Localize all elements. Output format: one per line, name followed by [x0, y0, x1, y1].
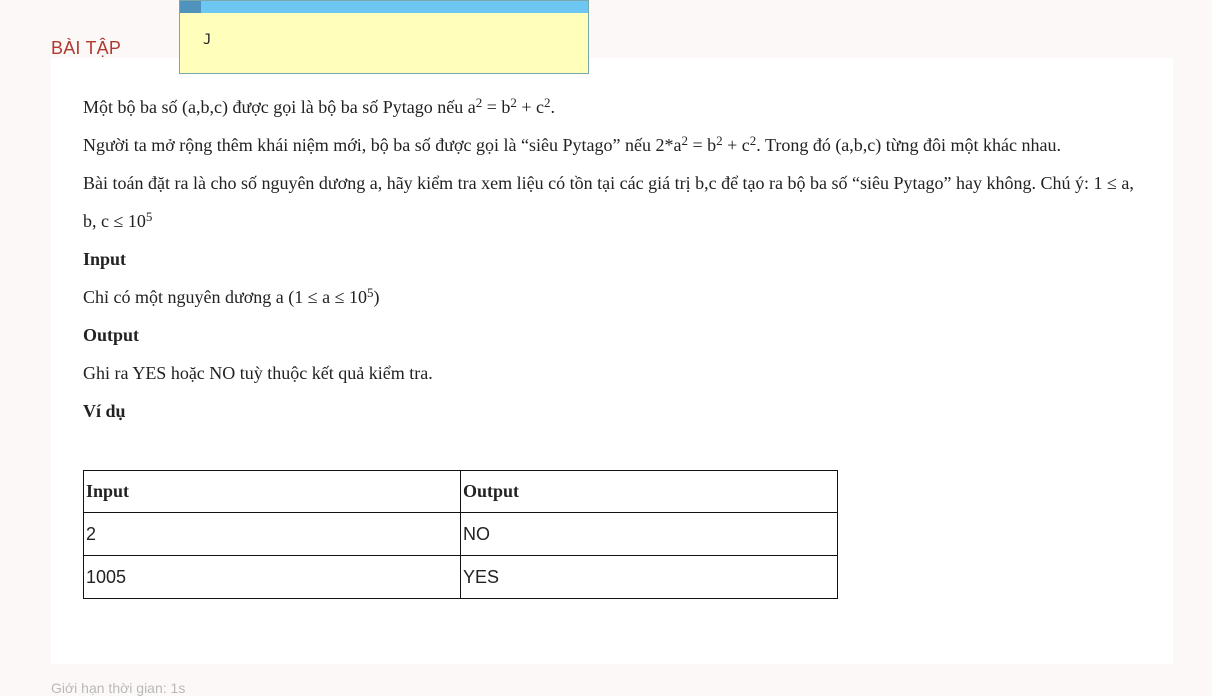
popup-header[interactable]	[180, 1, 588, 13]
table-header-row	[84, 471, 838, 513]
table-row	[84, 513, 838, 556]
table-cell-input: 1005	[84, 556, 461, 599]
output-description: Ghi ra YES hoặc NO tuỳ thuộc kết quả kiểm tra.	[83, 363, 433, 383]
example-table	[83, 470, 838, 599]
table-header-input: Input	[84, 471, 461, 513]
statement-line-2: Người ta mở rộng thêm khái niệm mới, bộ ba số được gọi là “siêu Pytago” nếu $2*a^2 = b^2 + c^2$. Trong đó (a,b,c) từng đôi một khác nhau.	[83, 133, 1062, 155]
output-heading: Output	[83, 325, 140, 345]
table-cell-input: 2	[84, 513, 461, 556]
popup-drag-handle[interactable]	[180, 1, 201, 13]
table-header-output: Output	[461, 471, 838, 513]
tooltip-popup[interactable]	[179, 0, 589, 74]
table-cell-output: YES	[461, 556, 838, 599]
time-limit-hint: Giới hạn thời gian: 1s	[51, 680, 186, 696]
statement-line-3: Bài toán đặt ra là cho số nguyên dương a, hãy kiểm tra xem liệu có tồn tại các giá trị b,c để tạo ra bộ ba số “siêu Pytago” hay không. Chú ý: 1 ≤ a, b, $c \le 10^5$	[83, 173, 1134, 231]
input-description: Chỉ có một nguyên dương a $(1 \le a \le 10^5)$	[83, 285, 380, 307]
problem-statement	[83, 88, 1143, 430]
section-title: BÀI TẬP	[51, 38, 122, 58]
table-row	[84, 556, 838, 599]
input-heading: Input	[83, 249, 127, 269]
example-heading: Ví dụ	[83, 401, 126, 421]
statement-line-1: Một bộ ba số (a,b,c) được gọi là bộ ba số Pytago nếu $a^2 = b^2 + c^2$.	[83, 95, 555, 117]
popup-text: J	[203, 32, 212, 48]
table-cell-output: NO	[461, 513, 838, 556]
